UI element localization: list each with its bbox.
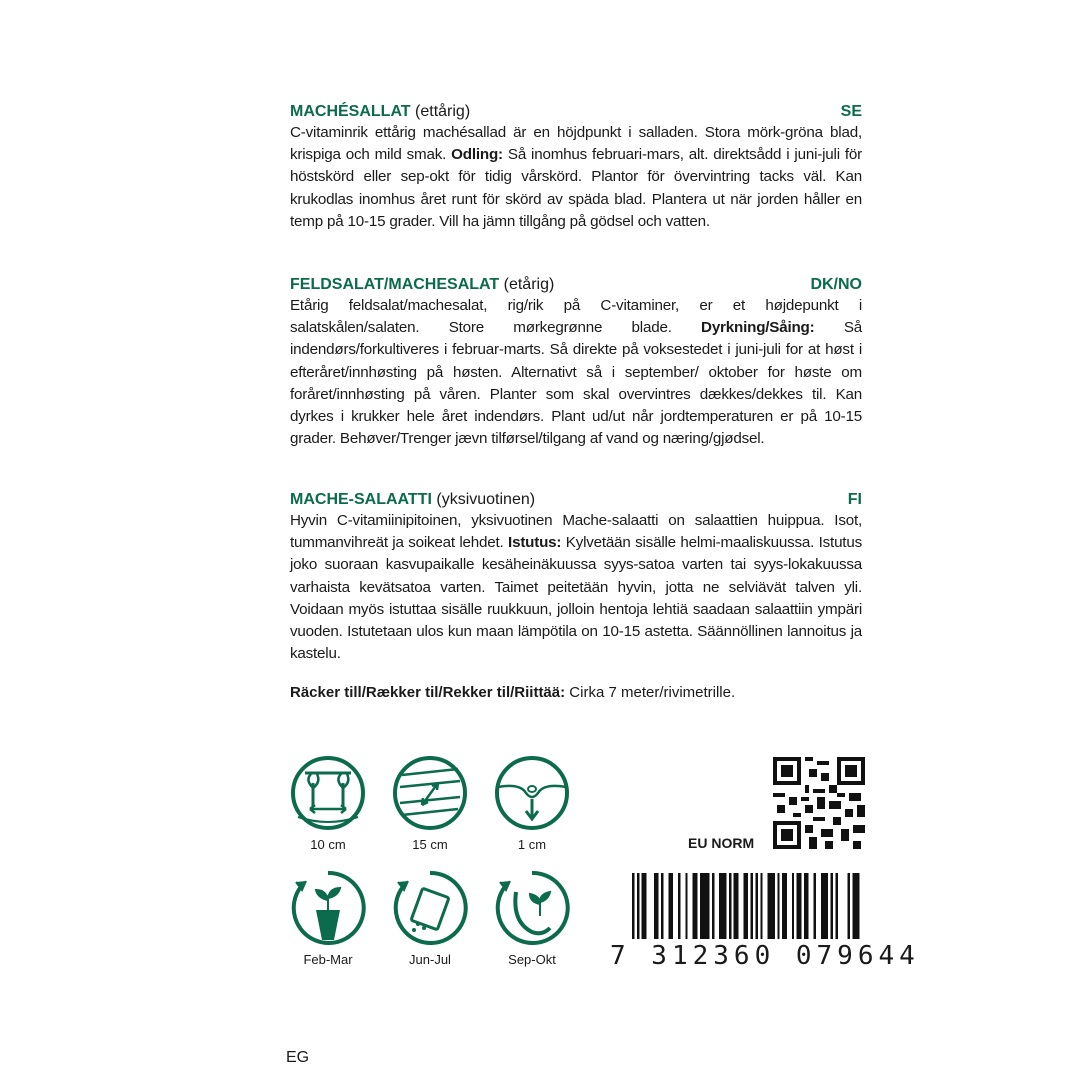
- barcode-bar: [814, 873, 816, 939]
- sow-indoors-label: Feb-Mar: [303, 952, 353, 967]
- barcode-bar: [772, 873, 774, 939]
- sow-outdoors-icon: [390, 868, 470, 948]
- plant-spacing-icon: [288, 753, 368, 833]
- barcode-bar: [661, 873, 663, 939]
- barcode-bar: [668, 873, 670, 939]
- qr-code[interactable]: [773, 757, 865, 849]
- section-se-text: [290, 122, 862, 233]
- barcode: [632, 873, 862, 939]
- eu-norm-label: EU NORM: [688, 835, 755, 851]
- section-se-code: SE: [840, 103, 862, 120]
- barcode-bar: [736, 873, 738, 939]
- barcode-bar: [678, 873, 680, 939]
- barcode-bar: [654, 873, 656, 939]
- barcode-bar: [847, 873, 849, 939]
- barcode-bar: [831, 873, 833, 939]
- barcode-bar: [823, 873, 825, 939]
- sowing-depth-icon: [492, 753, 572, 833]
- section-fi-title: MACHE-SALAATTI: [290, 491, 432, 508]
- barcode-bar: [632, 873, 634, 939]
- barcode-bar: [821, 873, 823, 939]
- section-fi-subtitle: (yksivuotinen): [436, 491, 536, 508]
- row-distance-icon: [390, 753, 470, 833]
- sowing-depth-label: 1 cm: [517, 837, 547, 852]
- barcode-bar: [755, 873, 757, 939]
- section-se-keyword: Odling:: [451, 146, 503, 164]
- section-dk: [290, 275, 862, 450]
- section-se-title: MACHÉSALLAT: [290, 103, 411, 120]
- barcode-bar: [852, 873, 854, 939]
- sow-outdoors-label: Jun-Jul: [409, 952, 451, 967]
- section-fi-code: FI: [847, 491, 862, 508]
- section-dk-text: [290, 295, 862, 450]
- barcode-bar: [855, 873, 857, 939]
- barcode-bar: [729, 873, 731, 939]
- section-dk-subtitle: (etårig): [503, 276, 555, 293]
- barcode-bar: [751, 873, 753, 939]
- barcode-bar: [722, 873, 724, 939]
- section-fi: [290, 490, 862, 665]
- barcode-bar: [806, 873, 808, 939]
- barcode-bar: [644, 873, 646, 939]
- barcode-bar: [857, 873, 859, 939]
- barcode-bar: [695, 873, 697, 939]
- row-distance-label: 15 cm: [412, 837, 448, 852]
- section-fi-text: [290, 510, 862, 665]
- section-dk-text-intro: Etårig feldsalat/machesalat, rig/rik på C-vitaminer, er et højdepunkt i salatskålen/salaten. Store mørkegrønne blade.: [290, 297, 862, 337]
- barcode-bar: [770, 873, 772, 939]
- section-se-header: [290, 102, 862, 122]
- barcode-bar: [700, 873, 702, 939]
- section-dk-title: FELDSALAT/MACHESALAT: [290, 276, 500, 293]
- footer-code: EG: [286, 1049, 310, 1066]
- sow-indoors-icon: [288, 868, 368, 948]
- section-fi-header: [290, 490, 862, 510]
- barcode-bar: [797, 873, 799, 939]
- barcode-bar: [804, 873, 806, 939]
- barcode-bar: [702, 873, 704, 939]
- barcode-bar: [724, 873, 726, 939]
- barcode-bar: [656, 873, 658, 939]
- barcode-bar: [777, 873, 779, 939]
- plant-spacing-label: 10 cm: [310, 837, 346, 852]
- row-length-label: Räcker till/Rækker til/Rekker til/Riittää:: [290, 684, 566, 701]
- barcode-bar: [734, 873, 736, 939]
- section-dk-text-cultivation: Så indendørs/forkultiveres i februar-marts. Så direkte på voksestedet i juni-juli for at høst i efteråret/innhøsting på høsten. Alternativt så i september/ oktober for høste om foråret/innhøsting på våren. Planter som skal overvintres dækkes/dekkes til. Kan dyrkes i krukker hele året indendørs. Plant ud/ut når jordtemperaturen er på 10-15 grader. Behøver/Trenger jævn tilførsel/tilgang af vand og næring/gjødsel.: [290, 319, 862, 448]
- barcode-bar: [743, 873, 745, 939]
- barcode-bar: [785, 873, 787, 939]
- row-length-value: Cirka 7 meter/rivimetrille.: [569, 684, 736, 701]
- barcode-bar: [707, 873, 709, 939]
- barcode-bar: [792, 873, 794, 939]
- barcode-bar: [746, 873, 748, 939]
- harvest-icon: [492, 868, 572, 948]
- barcode-bar: [671, 873, 673, 939]
- harvest-label: Sep-Okt: [508, 952, 556, 967]
- section-fi-text-intro: Hyvin C-vitamiinipitoinen, yksivuotinen Mache-salaatti on salaattien huippua. Isot, tummanvihreät ja soikeat lehdet.: [290, 512, 862, 552]
- barcode-bar: [782, 873, 784, 939]
- barcode-bar: [719, 873, 721, 939]
- row-length: [290, 683, 735, 703]
- barcode-bar: [705, 873, 707, 939]
- barcode-bar: [826, 873, 828, 939]
- barcode-bar: [712, 873, 714, 939]
- barcode-bar: [835, 873, 837, 939]
- section-se-text-intro: C-vitaminrik ettårig machésallad är en höjdpunkt i salladen. Stora mörk-gröna blad, krispiga och mild smak.: [290, 124, 862, 164]
- section-dk-header: [290, 275, 862, 295]
- section-se-text-cultivation: Så inomhus februari-mars, alt. direktsådd i juni-juli för höstskörd eller sep-okt för tidig vårskörd. Plantor för övervintring tacks väl. Kan krukodlas inomhus året runt för skörd av späda blad. Plantera ut när jorden håller en temp på 10-15 grader. Vill ha jämn tillgång på gödsel och vatten.: [290, 146, 863, 230]
- barcode-number: 7 312360 079644: [610, 941, 920, 971]
- barcode-bar: [685, 873, 687, 939]
- barcode-bar: [642, 873, 644, 939]
- section-fi-keyword: Istutus:: [508, 534, 562, 552]
- section-dk-code: DK/NO: [810, 276, 862, 293]
- section-se-subtitle: (ettårig): [415, 103, 471, 120]
- barcode-bar: [693, 873, 695, 939]
- section-fi-text-cultivation: Kylvetään sisälle helmi-maaliskuussa. Istutus joko suoraan kasvupaikalle kesäheinäkuussa syys-satoa varten tai syys-lokakuussa varhaista kevätsatoa varten. Taimet peitetään hyvin, jotta ne selviävät talven yli. Voidaan myös istuttaa sisälle ruukkuun, jolloin hentoja lehtiä saadaan salaattiin ympäri vuoden. Istutetaan ulos kun maan lämpötila on 10-15 astetta. Säännöllinen lannoitus ja kastelu.: [290, 534, 862, 663]
- section-se: [290, 102, 862, 233]
- barcode-bar: [799, 873, 801, 939]
- section-dk-keyword: Dyrkning/Såing:: [701, 319, 815, 337]
- barcode-bar: [637, 873, 639, 939]
- barcode-bar: [768, 873, 770, 939]
- barcode-bar: [760, 873, 762, 939]
